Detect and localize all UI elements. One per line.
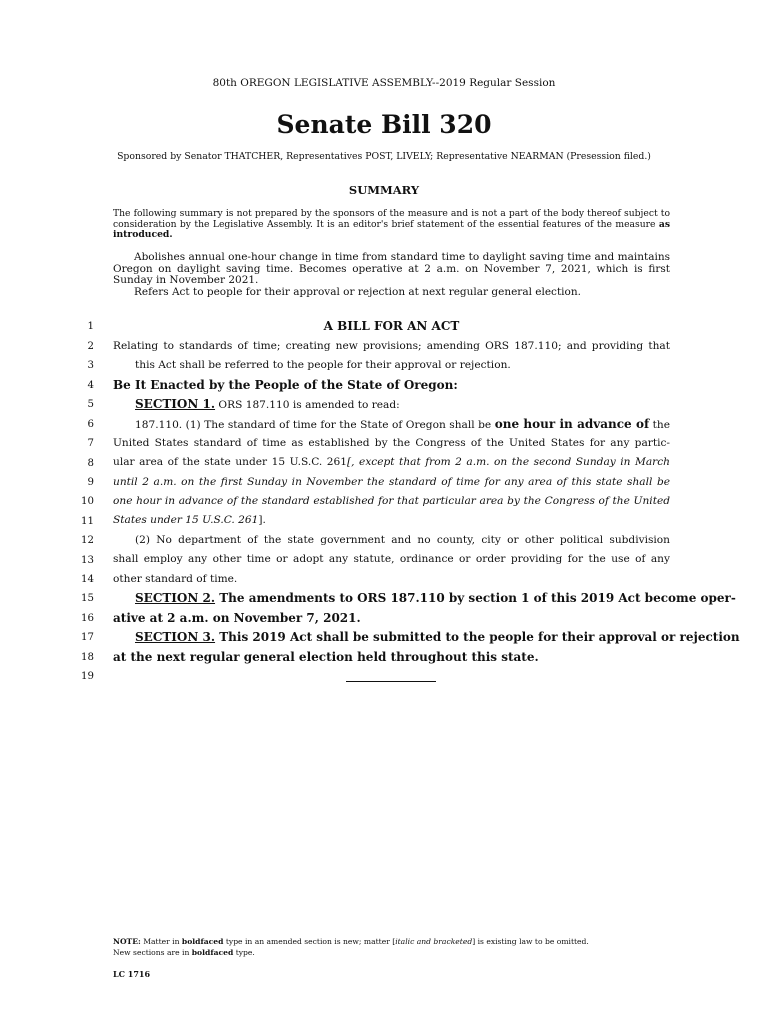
- bill-line-18: at the next regular general election held throughout this state.: [113, 650, 539, 664]
- summary-paragraph-1: Abolishes annual one-hour change in time from standard time to daylight saving time and maintains Oregon on daylight saving time. Becomes operative at 2 a.m. on November 7, 2021, which is first Sunday in November 2021.: [113, 251, 670, 287]
- summary-editor-note: The following summary is not prepared by the sponsors of the measure and is not a part of the body thereof subject to consideration by the Legislative Assembly. It is an editor's brief statement of the essential features of the measure as introduced.: [113, 208, 671, 240]
- line-number: 11: [81, 516, 94, 527]
- bill-title: Senate Bill 320: [276, 110, 492, 139]
- bill-line-8: ular area of the state under 15 U.S.C. 261[, except that from 2 a.m. on the second Sunday in March: [113, 456, 670, 468]
- bill-line-11: States under 15 U.S.C. 261].: [113, 514, 266, 526]
- bill-line-13: shall employ any other time or adopt any statute, ordinance or order providing for the use of any: [113, 553, 670, 565]
- line-number: 7: [87, 438, 94, 449]
- section-2-line: SECTION 2. The amendments to ORS 187.110 by section 1 of this 2019 Act become oper-: [135, 591, 736, 605]
- enacting-clause: Be It Enacted by the People of the State of Oregon:: [113, 378, 458, 392]
- sponsors-line: Sponsored by Senator THATCHER, Representatives POST, LIVELY; Representative NEARMAN (Presession filed.): [117, 151, 651, 162]
- line-number: 16: [81, 613, 94, 624]
- bill-line-14: other standard of time.: [113, 573, 238, 585]
- line-number: 14: [81, 574, 94, 585]
- bill-line-16: ative at 2 a.m. on November 7, 2021.: [113, 611, 361, 625]
- line-number: 15: [81, 593, 94, 604]
- bill-line-10: one hour in advance of the standard established for that particular area by the Congress of the United: [113, 495, 670, 507]
- end-rule: [346, 681, 436, 682]
- relating-clause-line-1: Relating to standards of time; creating new provisions; amending ORS 187.110; and providing that: [113, 340, 670, 352]
- section-3-label: SECTION 3.: [135, 630, 216, 644]
- section-3-line: SECTION 3. This 2019 Act shall be submitted to the people for their approval or rejection: [135, 630, 740, 644]
- line-number: 13: [81, 555, 94, 566]
- bill-line-9: until 2 a.m. on the first Sunday in November the standard of time for any area of this state shall be: [113, 476, 670, 488]
- line-number: 9: [87, 477, 94, 488]
- line-number: 3: [87, 360, 94, 371]
- line-number: 2: [87, 341, 94, 352]
- line-number: 5: [87, 399, 94, 410]
- line-number: 6: [87, 419, 94, 430]
- section-2-label: SECTION 2.: [135, 591, 216, 605]
- line-number: 19: [81, 671, 94, 682]
- lc-number: LC 1716: [113, 969, 151, 979]
- session-header: 80th OREGON LEGISLATIVE ASSEMBLY--2019 Regular Session: [212, 77, 556, 89]
- line-number: 17: [81, 632, 94, 643]
- line-number: 10: [81, 496, 94, 507]
- line-number: 12: [81, 535, 94, 546]
- summary-heading: SUMMARY: [348, 183, 420, 197]
- section-1-label: SECTION 1.: [135, 397, 216, 411]
- bill-line-12: (2) No department of the state government and no county, city or other political subdivision: [135, 534, 670, 546]
- line-number: 8: [87, 458, 94, 469]
- bill-heading: A BILL FOR AN ACT: [323, 319, 460, 333]
- section-1-line: SECTION 1. ORS 187.110 is amended to read:: [135, 397, 400, 411]
- bill-line-7: United States standard of time as established by the Congress of the United States for any partic-: [113, 437, 670, 449]
- footer-note: NOTE: Matter in boldfaced type in an amended section is new; matter [italic and bracketed] is existing law to be omitted. New sections are in boldfaced type.: [113, 937, 589, 957]
- summary-paragraph-2: Refers Act to people for their approval or rejection at next regular general election.: [134, 286, 581, 299]
- line-number: 1: [87, 321, 94, 332]
- summary-body: [113, 252, 670, 299]
- line-number: 18: [81, 652, 94, 663]
- line-number: 4: [87, 380, 94, 391]
- relating-clause-line-2: this Act shall be referred to the people for their approval or rejection.: [135, 359, 511, 371]
- bill-line-6: 187.110. (1) The standard of time for the State of Oregon shall be one hour in advance of the: [135, 417, 671, 431]
